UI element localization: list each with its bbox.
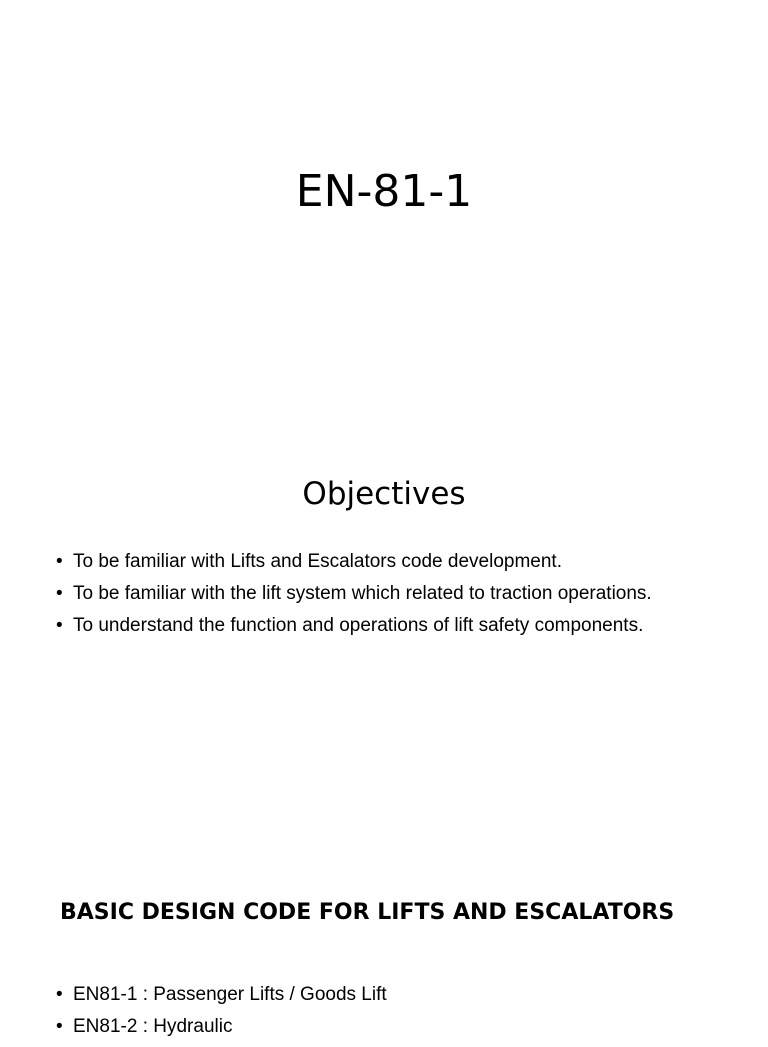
design-code-list (56, 983, 716, 1047)
section-heading-design-code: BASIC DESIGN CODE FOR LIFTS AND ESCALATORS (60, 900, 675, 925)
objective-text: To understand the function and operations of lift safety components. (73, 615, 644, 636)
bullet-icon: • (56, 1016, 63, 1037)
list-item (56, 983, 716, 1007)
objectives-list (56, 550, 716, 646)
slide-title-en81: EN-81-1 (295, 166, 473, 217)
list-item (56, 1015, 716, 1039)
list-item (56, 582, 716, 606)
objective-text: To be familiar with Lifts and Escalators code development. (73, 551, 562, 572)
list-item (56, 614, 716, 638)
slide-title-objectives: Objectives (302, 476, 466, 512)
bullet-icon: • (56, 551, 63, 572)
list-item (56, 550, 716, 574)
objective-text: To be familiar with the lift system which related to traction operations. (73, 583, 652, 604)
code-text: EN81-1 : Passenger Lifts / Goods Lift (73, 984, 387, 1005)
bullet-icon: • (56, 984, 63, 1005)
bullet-icon: • (56, 615, 63, 636)
bullet-icon: • (56, 583, 63, 604)
code-text: EN81-2 : Hydraulic (73, 1016, 233, 1037)
